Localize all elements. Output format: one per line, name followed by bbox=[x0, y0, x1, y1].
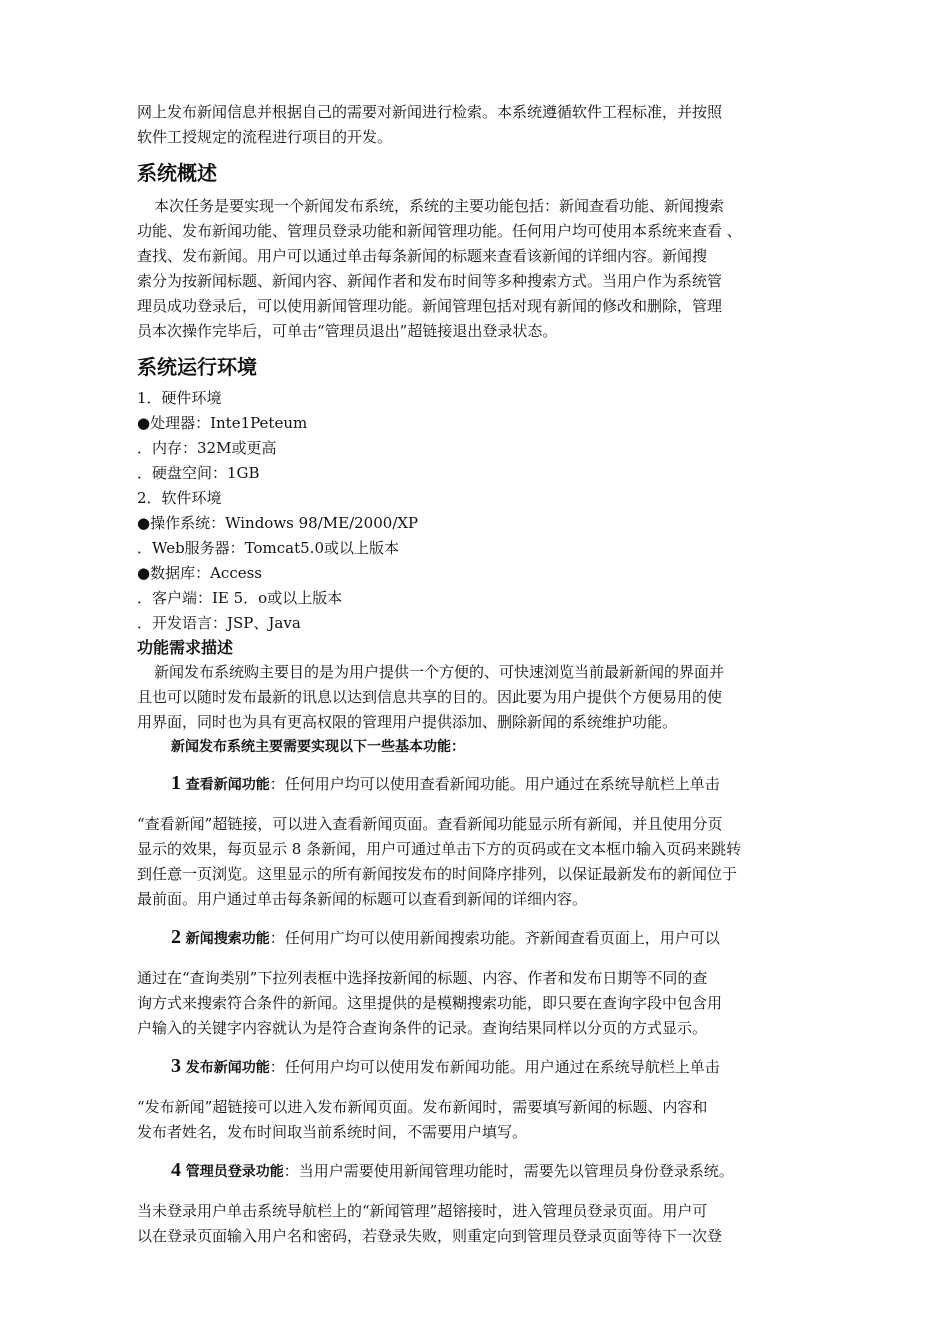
overview-line: 本次任务是要实现一个新闻发布系统，系统的主要功能包括：新闻查看功能、新闻搜索 bbox=[154, 197, 725, 215]
feature-number: 1 bbox=[171, 772, 181, 794]
feature-text: 任何用广均可以使用新闻搜索功能。齐新闻查看页面上，用户可以 bbox=[284, 929, 720, 947]
feature-line: 当未登录用户单击系统导航栏上的“新闻管理”超镕接时，进入管理员登录页面。用户可 bbox=[137, 1202, 708, 1220]
feature-text: 任何用户均可以使用查看新闻功能。用户通过在系统导航栏上单击 bbox=[284, 775, 720, 793]
feature-line: 以在登录页面输入用户名和密码，若登录失败，则重定向到管理员登录页面等待下一次登 bbox=[137, 1227, 723, 1245]
feature-line: 发布者姓名，发布时间取当前系统时间，不需要用户填写。 bbox=[137, 1123, 528, 1141]
environment-item: ．Web服务器：Tomcat5.0或以上版本 bbox=[137, 539, 399, 557]
feature-title: 发布新闻功能 bbox=[185, 1060, 270, 1076]
feature-first-line bbox=[137, 1155, 817, 1187]
feature-text: 任何用户均可以使用发布新闻功能。用户通过在系统导航栏上单击 bbox=[284, 1058, 720, 1076]
feature-line: 到任意一页浏览。这里显示的所有新闻按发布的时间降序排列，以保证最新发布的新闻位于 bbox=[137, 865, 738, 883]
overview-heading: 系统概述 bbox=[137, 161, 217, 185]
feature-number: 4 bbox=[171, 1159, 181, 1181]
basic-functions-intro: 新闻发布系统主要需要实现以下一些基本功能： bbox=[171, 739, 465, 755]
environment-item: ．内存：32M或更高 bbox=[137, 439, 277, 457]
feature-line: “查看新闻”超链接，可以进入查看新闻页面。查看新闻功能显示所有新闻，并且使用分页 bbox=[137, 815, 723, 833]
requirements-line: 用界面，同时也为具有更高权限的管理用户提供添加、删除新闻的系统维护功能。 bbox=[137, 713, 678, 731]
overview-line: 员本次操作完毕后，可单击“管理员退出”超链接退出登录状态。 bbox=[137, 322, 558, 340]
requirements-line: 且也可以随时发布最新的讯息以达到信息共享的目的。因此要为用户提供个方便易用的使 bbox=[137, 688, 723, 706]
feature-separator: ： bbox=[269, 929, 285, 947]
feature-line: “发布新闻”超链接可以进入发布新闻页面。发布新闻时，需要填写新闻的标题、内容和 bbox=[137, 1098, 708, 1116]
overview-line: 功能、发布新闻功能、管理员登录功能和新闻管理功能。任何用户均可使用本系统来查看 、 bbox=[137, 222, 742, 240]
feature-number: 3 bbox=[171, 1055, 181, 1077]
feature-separator: ： bbox=[269, 1058, 285, 1076]
environment-item: ●处理器：Inte1Peteum bbox=[137, 414, 308, 432]
feature-title: 管理员登录功能 bbox=[185, 1164, 284, 1180]
feature-line: 询方式来搜索符合条件的新闻。这里提供的是模糊搜索功能，即只要在查询字段中包含用 bbox=[137, 994, 723, 1012]
feature-number: 2 bbox=[171, 926, 181, 948]
requirements-heading: 功能需求描述 bbox=[137, 638, 234, 657]
feature-title: 查看新闻功能 bbox=[185, 777, 270, 793]
feature-separator: ： bbox=[283, 1162, 299, 1180]
overview-line: 理员成功登录后，可以使用新闻管理功能。新闻管理包括对现有新闻的修改和删除，管理 bbox=[137, 297, 723, 315]
environment-item: ．硬盘空间：1GB bbox=[137, 464, 260, 482]
intro-line: 软件工授规定的流程进行项目的开发。 bbox=[137, 128, 393, 146]
feature-title: 新闻搜索功能 bbox=[185, 931, 270, 947]
feature-first-line bbox=[137, 922, 817, 954]
environment-item: 2．软件环境 bbox=[137, 489, 222, 507]
feature-line: 显示的效果，每页显示 8 条新闻，用户可通过单击下方的页码或在文本框巾输入页码来跳转 bbox=[137, 840, 742, 858]
feature-line: 最前面。用户通过单击每条新闻的标题可以查看到新闻的详细内容。 bbox=[137, 890, 588, 908]
intro-line: 网上发布新闻信息并根据自己的需要对新闻进行检索。本系统遵循软件工程标准，并按照 bbox=[137, 103, 723, 121]
requirements-line: 新闻发布系统购主要目的是为用户提供一个方便的、可快速浏览当前最新新闻的界面并 bbox=[154, 663, 725, 681]
environment-item: ●操作系统：Windows 98/ME/2000/XP bbox=[137, 514, 419, 532]
environment-item: ．客户端：IE 5．o或以上版本 bbox=[137, 589, 343, 607]
overview-line: 索分为按新闻标题、新闻内容、新闻作者和发布时间等多种搜索方式。当用户作为系统管 bbox=[137, 272, 723, 290]
feature-separator: ： bbox=[269, 775, 285, 793]
feature-text: 当用户需要使用新闻管理功能时，需要先以管理员身份登录系统。 bbox=[298, 1162, 734, 1180]
feature-first-line bbox=[137, 768, 817, 800]
feature-line: 通过在“查询类别”下拉列表框中选择按新闻的标题、内容、作者和发布日期等不同的查 bbox=[137, 969, 708, 987]
overview-line: 查找、发布新闻。用户可以通过单击每条新闻的标题来查看该新闻的详细内容。新闻搜 bbox=[137, 247, 708, 265]
environment-heading: 系统运行环境 bbox=[137, 355, 257, 379]
environment-item: ●数据库：Access bbox=[137, 564, 262, 582]
environment-item: 1．硬件环境 bbox=[137, 389, 222, 407]
environment-item: ．开发语言：JSP、Java bbox=[137, 614, 301, 632]
feature-first-line bbox=[137, 1051, 817, 1083]
feature-line: 户输入的关键字内容就认为是符合查询条件的记录。查询结果同样以分页的方式显示。 bbox=[137, 1019, 708, 1037]
document-page bbox=[137, 100, 817, 1249]
